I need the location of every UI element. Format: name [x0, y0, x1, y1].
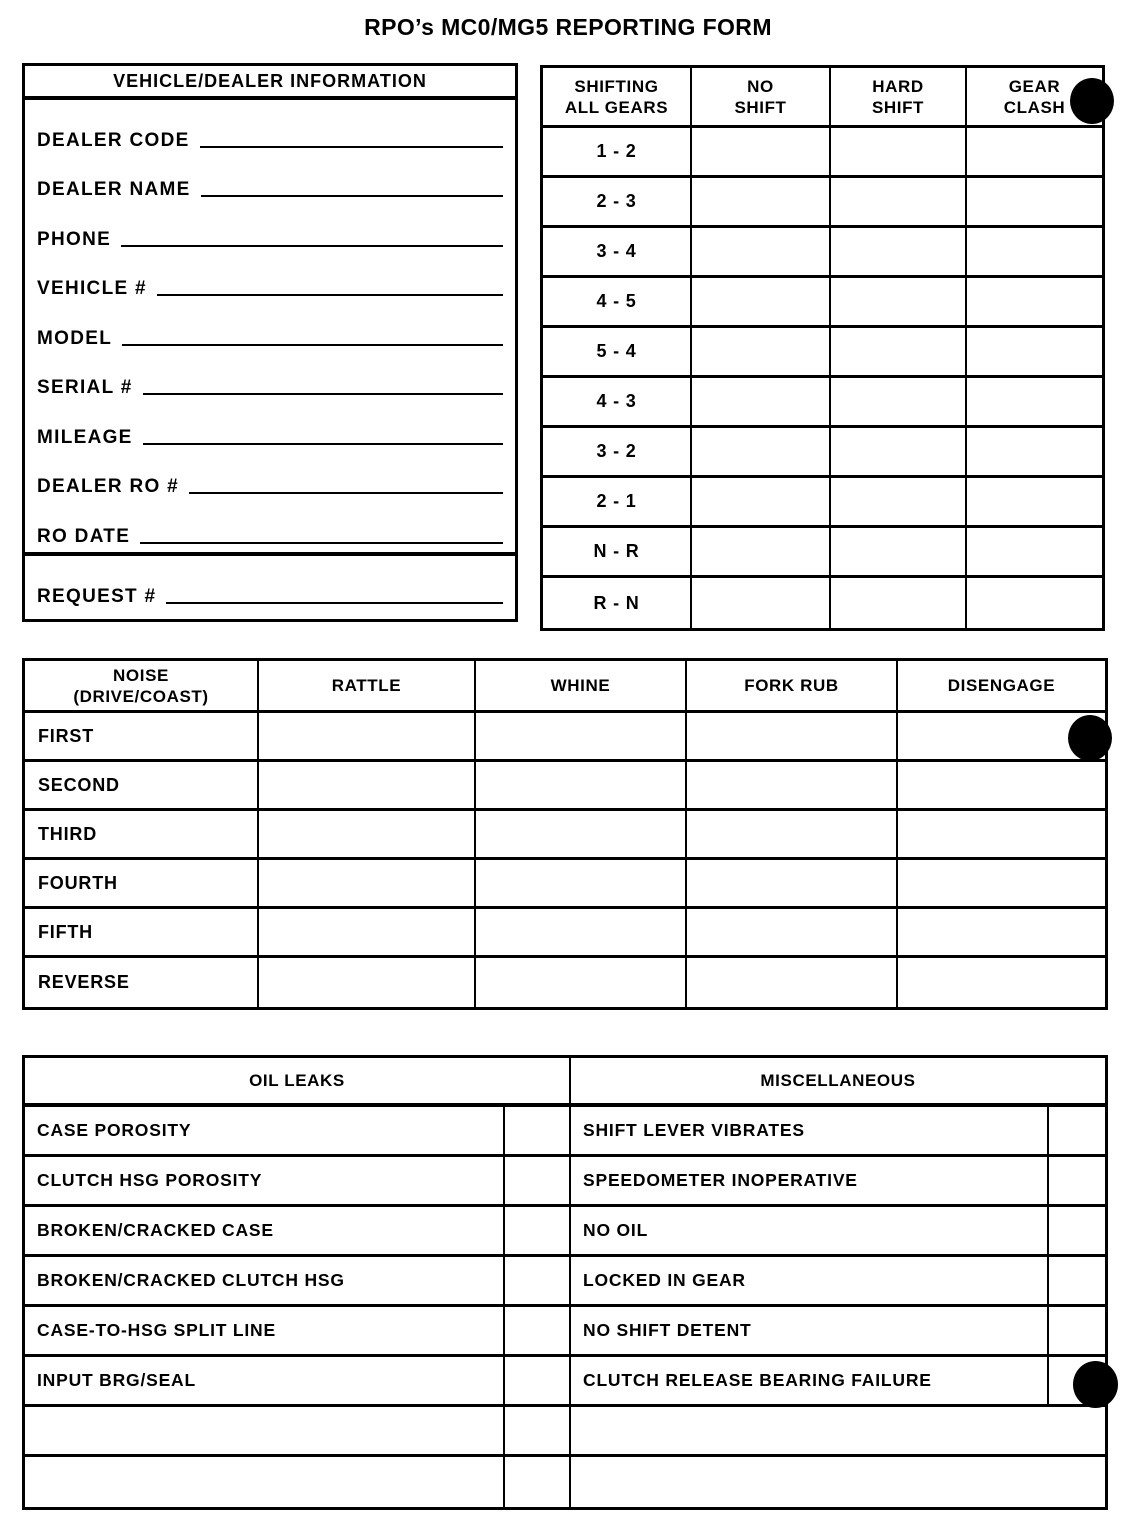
shift-mark-cell[interactable] [831, 328, 967, 378]
request-number-input-line[interactable] [166, 602, 503, 604]
field-row-model [37, 300, 503, 350]
rattle-header: RATTLE [259, 661, 476, 713]
oil-leaks-item-label: BROKEN/CRACKED CASE [25, 1207, 505, 1257]
miscellaneous-item-label [571, 1407, 1105, 1457]
shift-mark-cell[interactable] [692, 328, 831, 378]
shift-mark-cell[interactable] [831, 478, 967, 528]
oil-leaks-checkbox-cell[interactable] [505, 1407, 571, 1457]
noise-mark-cell[interactable] [898, 860, 1105, 909]
noise-mark-cell[interactable] [898, 811, 1105, 860]
vehicle-dealer-header: VEHICLE/DEALER INFORMATION [25, 66, 515, 100]
shift-mark-cell[interactable] [967, 378, 1102, 428]
oil-leaks-item-label: CASE POROSITY [25, 1107, 505, 1157]
shift-row-label: 3 - 2 [543, 428, 692, 478]
shift-mark-cell[interactable] [831, 178, 967, 228]
noise-row-label: FIFTH [25, 909, 259, 958]
shift-row-label: 2 - 1 [543, 478, 692, 528]
field-row-mileage [37, 399, 503, 449]
dealer-name-label: DEALER NAME [37, 179, 191, 200]
shift-mark-cell[interactable] [967, 478, 1102, 528]
miscellaneous-item-label: NO SHIFT DETENT [571, 1307, 1049, 1357]
ro-date-label: RO DATE [37, 525, 131, 547]
whine-header: WHINE [476, 661, 687, 713]
oil-leaks-checkbox-cell[interactable] [505, 1357, 571, 1407]
oil-leaks-item-label: BROKEN/CRACKED CLUTCH HSG [25, 1257, 505, 1307]
mileage-input-line[interactable] [143, 443, 503, 445]
shift-mark-cell[interactable] [692, 278, 831, 328]
shift-mark-cell[interactable] [967, 228, 1102, 278]
shift-mark-cell[interactable] [967, 428, 1102, 478]
punch-hole [1073, 1361, 1118, 1408]
oil-leaks-item-label: CASE-TO-HSG SPLIT LINE [25, 1307, 505, 1357]
noise-mark-cell[interactable] [476, 762, 687, 811]
fork-rub-header: FORK RUB [687, 661, 898, 713]
noise-row-label: FIRST [25, 713, 259, 762]
shift-row-label: 5 - 4 [543, 328, 692, 378]
noise-mark-cell[interactable] [687, 713, 898, 762]
shift-mark-cell[interactable] [692, 178, 831, 228]
oil-leaks-checkbox-cell[interactable] [505, 1107, 571, 1157]
gear-clash-header: GEAR CLASH [967, 68, 1102, 128]
miscellaneous-header: MISCELLANEOUS [571, 1058, 1105, 1107]
page-title: RPO’s MC0/MG5 REPORTING FORM [364, 14, 772, 40]
field-row-vehicle-number [37, 251, 503, 301]
shift-mark-cell[interactable] [831, 278, 967, 328]
shift-mark-cell[interactable] [831, 528, 967, 578]
vehicle-dealer-fields [25, 100, 515, 548]
noise-mark-cell[interactable] [259, 958, 476, 1007]
checklist-table [22, 1055, 1108, 1510]
shifting-table [540, 65, 1105, 631]
miscellaneous-checkbox-cell[interactable] [1049, 1157, 1105, 1207]
noise-mark-cell[interactable] [687, 811, 898, 860]
noise-mark-cell[interactable] [259, 811, 476, 860]
oil-leaks-item-label [25, 1407, 505, 1457]
shift-row-label: 1 - 2 [543, 128, 692, 178]
shift-row-label: 4 - 5 [543, 278, 692, 328]
oil-leaks-checkbox-cell[interactable] [505, 1307, 571, 1357]
shift-mark-cell[interactable] [967, 578, 1102, 628]
miscellaneous-item-label: CLUTCH RELEASE BEARING FAILURE [571, 1357, 1049, 1407]
miscellaneous-item-label: SPEEDOMETER INOPERATIVE [571, 1157, 1049, 1207]
model-input-line[interactable] [122, 344, 503, 346]
shift-mark-cell[interactable] [692, 378, 831, 428]
noise-mark-cell[interactable] [687, 958, 898, 1007]
noise-row-label: FOURTH [25, 860, 259, 909]
miscellaneous-item-label: SHIFT LEVER VIBRATES [571, 1107, 1049, 1157]
request-number-label: REQUEST # [37, 586, 157, 607]
noise-mark-cell[interactable] [898, 762, 1105, 811]
miscellaneous-checkbox-cell[interactable] [1049, 1257, 1105, 1307]
dealer-code-label: DEALER CODE [37, 129, 190, 151]
oil-leaks-item-label: INPUT BRG/SEAL [25, 1357, 505, 1407]
shift-mark-cell[interactable] [967, 328, 1102, 378]
hard-shift-header: HARD SHIFT [831, 68, 967, 128]
phone-input-line[interactable] [121, 245, 503, 247]
miscellaneous-item-label: NO OIL [571, 1207, 1049, 1257]
ro-date-input-line[interactable] [140, 542, 503, 544]
shift-mark-cell[interactable] [831, 128, 967, 178]
noise-mark-cell[interactable] [259, 860, 476, 909]
no-shift-header: NO SHIFT [692, 68, 831, 128]
shift-mark-cell[interactable] [692, 228, 831, 278]
oil-leaks-checkbox-cell[interactable] [505, 1457, 571, 1507]
punch-hole [1068, 715, 1112, 761]
noise-mark-cell[interactable] [687, 909, 898, 958]
phone-label: PHONE [37, 228, 112, 250]
vehicle-number-input-line[interactable] [157, 294, 503, 296]
shift-mark-cell[interactable] [967, 278, 1102, 328]
noise-mark-cell[interactable] [898, 958, 1105, 1007]
miscellaneous-checkbox-cell[interactable] [1049, 1307, 1105, 1357]
vehicle-number-label: VEHICLE # [37, 278, 147, 299]
shift-mark-cell[interactable] [967, 128, 1102, 178]
noise-mark-cell[interactable] [476, 860, 687, 909]
shift-mark-cell[interactable] [967, 528, 1102, 578]
shift-row-label: N - R [543, 528, 692, 578]
shift-row-label: 4 - 3 [543, 378, 692, 428]
miscellaneous-checkbox-cell[interactable] [1049, 1107, 1105, 1157]
oil-leaks-checkbox-cell[interactable] [505, 1157, 571, 1207]
shift-mark-cell[interactable] [692, 578, 831, 628]
noise-mark-cell[interactable] [259, 713, 476, 762]
shift-mark-cell[interactable] [831, 228, 967, 278]
shift-mark-cell[interactable] [692, 478, 831, 528]
shift-mark-cell[interactable] [831, 378, 967, 428]
noise-mark-cell[interactable] [898, 909, 1105, 958]
punch-hole [1070, 78, 1114, 124]
oil-leaks-item-label [25, 1457, 505, 1507]
dealer-code-input-line[interactable] [200, 146, 503, 148]
serial-number-input-line[interactable] [143, 393, 503, 395]
noise-mark-cell[interactable] [476, 958, 687, 1007]
serial-number-label: SERIAL # [37, 377, 133, 398]
dealer-name-input-line[interactable] [201, 195, 503, 197]
dealer-ro-number-input-line[interactable] [189, 492, 503, 494]
oil-leaks-checkbox-cell[interactable] [505, 1257, 571, 1307]
shift-mark-cell[interactable] [831, 578, 967, 628]
field-row-request-number [37, 586, 503, 619]
field-row-ro-date [37, 498, 503, 548]
noise-mark-cell[interactable] [476, 909, 687, 958]
miscellaneous-item-label [571, 1457, 1105, 1507]
request-number-section [25, 552, 515, 619]
shift-row-label: 3 - 4 [543, 228, 692, 278]
field-row-dealer-code [37, 102, 503, 152]
noise-row-label: SECOND [25, 762, 259, 811]
field-row-phone [37, 201, 503, 251]
shift-mark-cell[interactable] [692, 428, 831, 478]
noise-row-label: THIRD [25, 811, 259, 860]
noise-mark-cell[interactable] [687, 860, 898, 909]
noise-mark-cell[interactable] [687, 762, 898, 811]
noise-table [22, 658, 1108, 1010]
field-row-dealer-name [37, 152, 503, 202]
model-label: MODEL [37, 327, 113, 349]
noise-mark-cell[interactable] [259, 909, 476, 958]
noise-drive-coast-header: NOISE (DRIVE/COAST) [25, 661, 259, 713]
disengage-header: DISENGAGE [898, 661, 1105, 713]
oil-leaks-item-label: CLUTCH HSG POROSITY [25, 1157, 505, 1207]
oil-leaks-header: OIL LEAKS [25, 1058, 571, 1107]
miscellaneous-item-label: LOCKED IN GEAR [571, 1257, 1049, 1307]
dealer-ro-number-label: DEALER RO # [37, 476, 180, 497]
shift-mark-cell[interactable] [692, 528, 831, 578]
noise-mark-cell[interactable] [476, 713, 687, 762]
shift-mark-cell[interactable] [967, 178, 1102, 228]
shift-mark-cell[interactable] [831, 428, 967, 478]
mileage-label: MILEAGE [37, 426, 133, 448]
noise-mark-cell[interactable] [259, 762, 476, 811]
shift-row-label: R - N [543, 578, 692, 628]
shift-mark-cell[interactable] [692, 128, 831, 178]
vehicle-dealer-section [22, 63, 518, 622]
field-row-serial-number [37, 350, 503, 400]
field-row-dealer-ro-number [37, 449, 503, 499]
shift-row-label: 2 - 3 [543, 178, 692, 228]
miscellaneous-checkbox-cell[interactable] [1049, 1207, 1105, 1257]
shifting-all-gears-header: SHIFTING ALL GEARS [543, 68, 692, 128]
noise-row-label: REVERSE [25, 958, 259, 1007]
noise-mark-cell[interactable] [476, 811, 687, 860]
oil-leaks-checkbox-cell[interactable] [505, 1207, 571, 1257]
